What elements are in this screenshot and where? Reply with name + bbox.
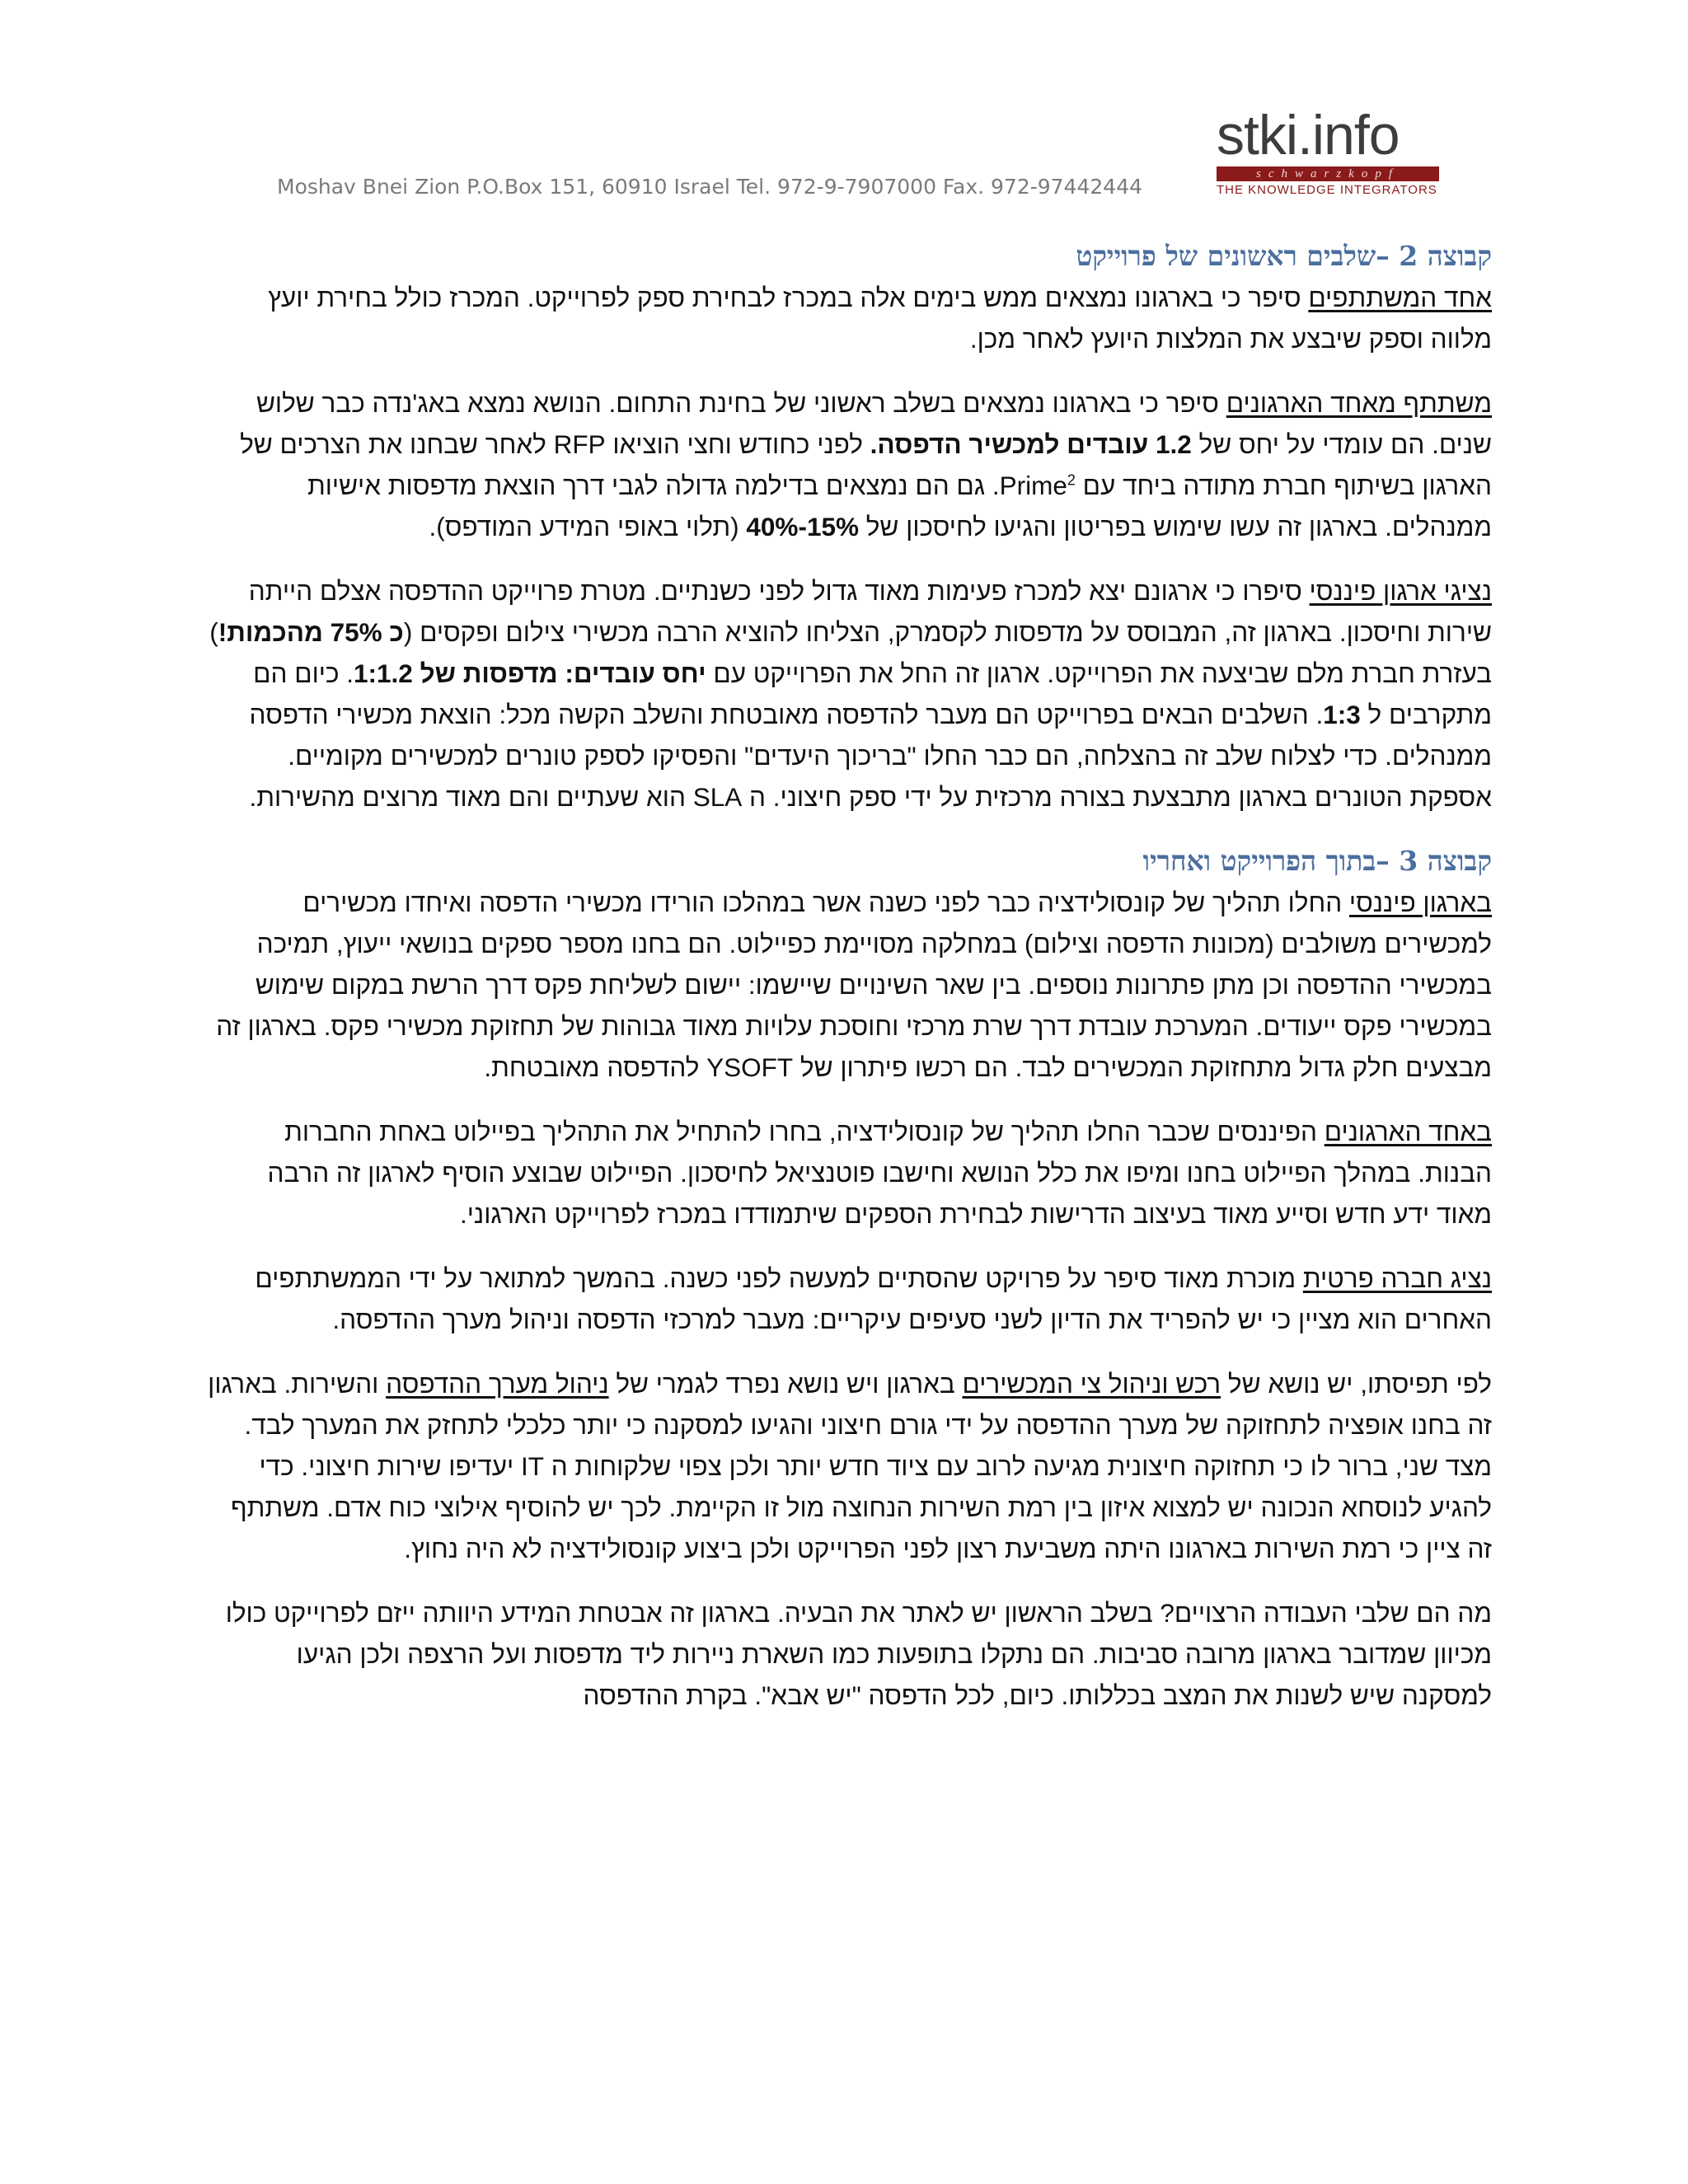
paragraph-text: החלו תהליך של קונסולידציה כבר לפני כשנה אשר במהלכו הורידו מכשירי הדפסה ואיחדו מכשירים למכשירים משולבים (מכונות הדפסה וצילום) במחלקה מסויימת כפיילוט. הם בחנו מספר ספקים בנושאי ייעוץ, תמיכה במכשירי ההדפסה וכן מתן פתרונות נוספים. בין שאר השינויים שיישמו: יישום לשליחת פקס דרך הרשת במקום שימוש במכשירי פקס ייעודים. המערכת עובדת דרך שרת מרכזי וחוסכת עלויות מאוד גבוהות של תחזוקת מכשירי פקס. בארגון זה מבצעים חלק גדול מתחזוקת המכשירים לבד. הם רכשו פיתרון של YSOFT להדפסה מאובטחת. bbox=[216, 888, 1492, 1082]
paragraph-text: מוכרת מאוד סיפר על פרויקט שהסתיים למעשה לפני כשנה. בהמשך למתואר על ידי הממשתתפים האחרים הוא מציין כי יש להפריד את הדיון לשני סעיפים עיקריים: מעבר למרכזי הדפסה וניהול מערך ההדפסה. bbox=[255, 1263, 1492, 1334]
paragraph-text: הפיננסים שכבר החלו תהליך של קונסולידציה, בחרו להתחיל את התהליך בפיילוט באחת החברות הבנות. במהלך הפיילוט בחנו ומיפו את כלל הנושא וחישבו פוטנציאל לחיסכון. הפיילוט שבוצע הוסיף לארגון זה הרבה מאוד ידע חדש וסייע מאוד בעיצוב הדרישות לבחירת הספקים שיתמודדו במכרז לפרוייקט הארגוני. bbox=[267, 1117, 1492, 1229]
section-heading: קבוצה 2 –שלבים ראשונים של פרוייקט bbox=[1076, 240, 1492, 272]
section-heading: קבוצה 3 –בתוך הפרוייקט ואחריו bbox=[1142, 845, 1492, 877]
paragraph-text: . השלבים הבאים בפרוייקט הם מעבר להדפסה מאובטחת והשלב הקשה מכל: הוצאת מכשירי הדפסה ממנהלים. כדי לצלוח שלב זה בהצלחה, הם כבר החלו "בריכוך היעדים" והפסיקו לספק טונרים למכשירים מקומיים. אספקת הטונרים בארגון מתבצעת בצורה מרכזית על ידי ספק חיצוני. ה SLA הוא שעתיים והם מאוד מרוצים מהשירות. bbox=[249, 700, 1492, 812]
document-body bbox=[206, 236, 1492, 1739]
paragraph bbox=[206, 570, 1492, 818]
header-address: Moshav Bnei Zion P.O.Box 151, 60910 Israel Tel. 972-9-7907000 Fax. 972-97442444 bbox=[277, 175, 1143, 199]
paragraph-text: בארגון ויש נושא נפרד לגמרי של bbox=[608, 1369, 963, 1399]
participant-label: בארגון פיננסי bbox=[1348, 888, 1492, 917]
paragraph bbox=[206, 277, 1492, 359]
paragraph bbox=[206, 1258, 1492, 1340]
emphasis-text: 1.2 עובדים למכשיר הדפסה. bbox=[870, 429, 1192, 459]
participant-label: באחד הארגונים bbox=[1324, 1117, 1492, 1146]
paragraph-text: והשירות. בארגון זה בחנו אופציה לתחזוקה של מערך ההדפסה על ידי גורם חיצוני והגיעו למסקנה כי יותר כלכלי לתחזק את המערך לבד. מצד שני, ברור לו כי תחזוקה חיצונית מגיעה לרוב עם ציוד חדש יותר ולכן צפוי שלקוחות ה IT יעדיפו שירות חיצוני. כדי להגיע לנוסחא הנכונה יש למצוא איזון בין רמת השירות הנחוצה מול זו הקיימת. לכך יש להוסיף אילוצי כוח אדם. משתתף זה ציין כי רמת השירות בארגונו היתה משביעת רצון לפני הפרוייקט ולכן ביצוע קונסולידציה לא היה נחוץ. bbox=[208, 1369, 1492, 1563]
paragraph-text: לפני כחודש וחצי הוציאו RFP לאחר שבחנו את הצרכים של הארגון בשיתוף חברת מתודה ביחד עם Prime bbox=[240, 429, 1492, 500]
logo-main-text: stki.info bbox=[1217, 104, 1400, 166]
paragraph bbox=[206, 1111, 1492, 1235]
emphasis-text: כ 75% מהכמות! bbox=[218, 617, 404, 647]
paragraph-text: . כיום הם מתקרבים ל bbox=[253, 658, 1492, 729]
footnote-ref: 2 bbox=[1067, 471, 1076, 489]
paragraph-text: מה הם שלבי העבודה הרצויים? בשלב הראשון יש לאתר את הבעיה. בארגון זה אבטחת המידע היוותה ייזם לפרוייקט כולו מכיוון שמדובר בארגון מרובה סביבות. הם נתקלו בתופעות כמו השארת ניירות ליד מדפסות ועל הרצפה ולכן הגיעו למסקנה שיש לשנות את המצב בכללותו. כיום, לכל הדפסה "יש אבא". בקרת ההדפסה bbox=[225, 1598, 1492, 1710]
emphasis-text: 15%-40% bbox=[746, 512, 859, 541]
paragraph bbox=[206, 1363, 1492, 1569]
paragraph bbox=[206, 382, 1492, 547]
participant-label: משתתף מאחד הארגונים bbox=[1226, 388, 1492, 418]
logo-band: schwarzkopf bbox=[1217, 166, 1439, 181]
emphasis-text: יחס עובדים: מדפסות של 1:1.2 bbox=[354, 658, 706, 688]
paragraph bbox=[206, 1592, 1492, 1716]
emphasis-text: 1:3 bbox=[1323, 700, 1361, 729]
paragraph-text: סיפר כי בארגונו נמצאים ממש בימים אלה במכרז לבחירת ספק לפרוייקט. המכרז כולל בחירת יועץ מלווה וספק שיבצע את המלצות היועץ לאחר מכן. bbox=[268, 283, 1492, 354]
paragraph-text: . גם הם נמצאים בדילמה גדולה לגבי דרך הוצאת מדפסות אישיות ממנהלים. בארגון זה עשו שימוש בפריטון והגיעו לחיסכון של bbox=[307, 471, 1492, 541]
company-logo bbox=[1217, 104, 1439, 197]
paragraph-text: סיפרו כי ארגונם יצא למכרז פעימות מאוד גדול לפני כשנתיים. מטרת פרוייקט ההדפסה אצלם הייתה שירות וחיסכון. בארגון זה, המבוסס על מדפסות לקסמרק, הצליחו להוציא הרבה מכשירי צילום ופקסים ( bbox=[248, 576, 1492, 647]
paragraph-text: (תלוי באופי המידע המודפס). bbox=[429, 512, 747, 541]
participant-label: נציג חברה פרטית bbox=[1302, 1263, 1492, 1293]
paragraph-text: לפי תפיסתו, יש נושא של bbox=[1221, 1369, 1492, 1399]
logo-tagline: THE KNOWLEDGE INTEGRATORS bbox=[1217, 183, 1437, 197]
underlined-term: רכש וניהול צי המכשירים bbox=[962, 1369, 1221, 1399]
participant-label: אחד המשתתפים bbox=[1308, 283, 1492, 312]
underlined-term: ניהול מערך ההדפסה bbox=[386, 1369, 609, 1399]
paragraph-text: סיפר כי בארגונו נמצאים בשלב ראשוני של בחינת התחום. הנושא נמצא באג'נדה כבר שלוש שנים. הם עומדי על יחס של bbox=[256, 388, 1492, 459]
participant-label: נציגי ארגון פיננסי bbox=[1309, 576, 1492, 606]
paragraph-text: ) בעזרת חברת מלם שביצעה את הפרוייקט. ארגון זה החל את הפרוייקט עם bbox=[209, 617, 1492, 688]
paragraph bbox=[206, 882, 1492, 1088]
